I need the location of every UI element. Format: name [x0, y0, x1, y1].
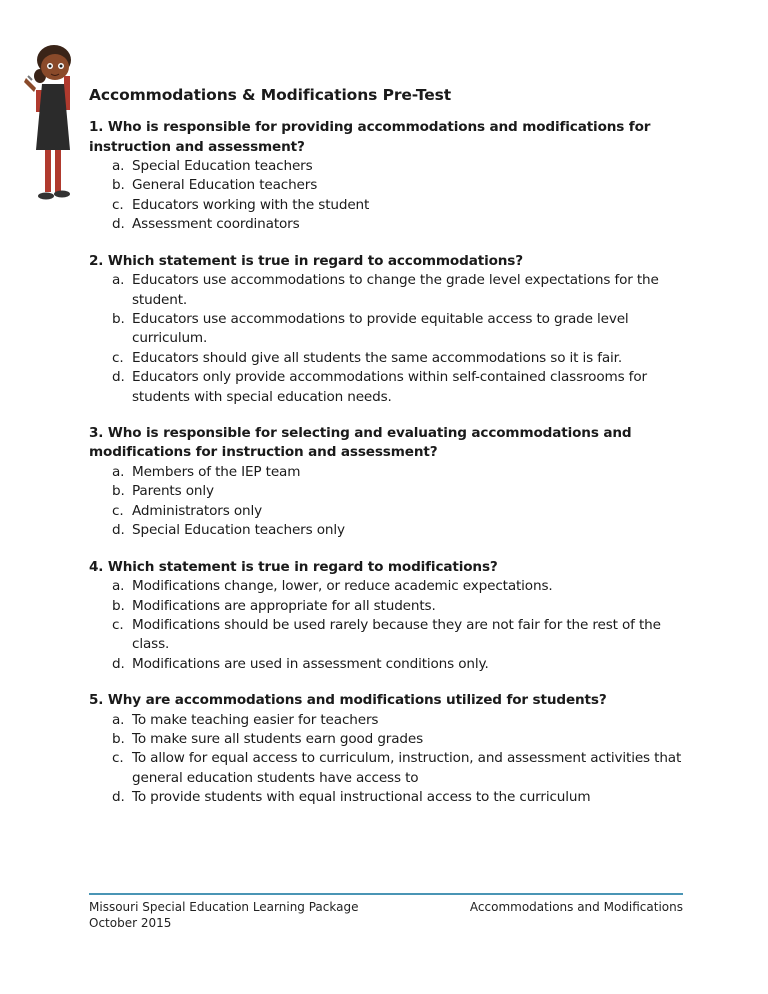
footer-package-name: Missouri Special Education Learning Package	[89, 900, 359, 914]
option-text: Educators use accommodations to provide equitable access to grade level curriculum.	[132, 310, 629, 347]
option-text: Special Education teachers	[132, 158, 313, 174]
option-text: Educators only provide accommodations within self-contained classrooms for students with special education needs.	[132, 369, 647, 405]
question-text: 1. Who is responsible for providing accommodations and modifications for instruction and assessment?	[89, 119, 651, 155]
answer-option	[112, 749, 689, 788]
option-text: Parents only	[132, 483, 214, 500]
option-text: Modifications are used in assessment conditions only.	[132, 655, 489, 672]
option-text: To make sure all students earn good grades	[132, 731, 424, 748]
page-footer	[89, 899, 683, 931]
answer-option	[112, 577, 689, 596]
footer-date: October 2015	[89, 916, 172, 930]
option-text: To make teaching easier for teachers	[132, 711, 379, 728]
girl-illustration-icon	[18, 40, 88, 210]
option-letter: d.	[112, 522, 125, 539]
option-letter: b.	[112, 310, 125, 327]
answer-option	[112, 730, 689, 749]
answer-option	[112, 215, 689, 234]
answer-option	[112, 310, 689, 349]
answer-option	[112, 271, 689, 310]
answer-option	[112, 502, 689, 521]
option-text: Modifications should be used rarely because they are not fair for the rest of the class.	[132, 616, 661, 653]
answer-option	[112, 176, 689, 195]
option-text: Educators working with the student	[132, 196, 370, 213]
answer-option	[112, 482, 689, 501]
option-letter: b.	[112, 483, 125, 500]
answer-option	[112, 157, 689, 176]
option-letter: d.	[112, 216, 125, 233]
option-letter: a.	[112, 463, 125, 480]
question-text: 4. Which statement is true in regard to modifications?	[89, 558, 498, 575]
option-text: Modifications are appropriate for all students.	[132, 597, 436, 614]
option-letter: a.	[112, 158, 125, 174]
answer-option	[112, 349, 689, 368]
footer-section-title: Accommodations and Modifications	[469, 900, 683, 914]
answer-option	[112, 463, 689, 482]
option-letter: c.	[112, 616, 124, 633]
question-4	[89, 558, 689, 675]
question-5	[89, 691, 689, 808]
option-text: Educators use accommodations to change the grade level expectations for the student.	[132, 272, 659, 308]
option-letter: d.	[112, 789, 125, 806]
answer-option	[112, 655, 689, 674]
pretest-document	[89, 86, 689, 825]
option-letter: a.	[112, 711, 125, 728]
option-letter: c.	[112, 349, 124, 366]
answer-option	[112, 368, 689, 407]
option-text: Modifications change, lower, or reduce academic expectations.	[132, 578, 553, 595]
option-text: General Education teachers	[132, 177, 318, 194]
answer-option	[112, 616, 689, 655]
option-letter: a.	[112, 578, 125, 595]
option-letter: a.	[112, 272, 125, 289]
option-letter: d.	[112, 369, 125, 386]
answer-option	[112, 788, 689, 807]
answer-option	[112, 711, 689, 730]
answer-option	[112, 196, 689, 215]
option-letter: c.	[112, 196, 124, 213]
option-letter: b.	[112, 177, 125, 194]
answer-option	[112, 521, 689, 540]
option-letter: c.	[112, 750, 124, 767]
page-title: Accommodations & Modifications Pre-Test	[89, 86, 452, 104]
footer-divider	[89, 893, 683, 895]
question-1	[89, 118, 689, 235]
option-letter: b.	[112, 731, 125, 748]
question-text: 3. Who is responsible for selecting and evaluating accommodations and modifications for instruction and assessment?	[89, 424, 632, 461]
question-3	[89, 424, 689, 541]
option-letter: d.	[112, 655, 125, 672]
option-text: Special Education teachers only	[132, 522, 345, 539]
option-text: To provide students with equal instructional access to the curriculum	[132, 789, 591, 806]
option-letter: b.	[112, 597, 125, 614]
question-text: 2. Which statement is true in regard to accommodations?	[89, 252, 523, 269]
question-text: 5. Why are accommodations and modifications utilized for students?	[89, 692, 607, 709]
option-text: Assessment coordinators	[132, 216, 300, 233]
option-letter: c.	[112, 502, 124, 519]
option-text: Educators should give all students the same accommodations so it is fair.	[132, 349, 623, 366]
option-text: To allow for equal access to curriculum, instruction, and assessment activities that general education students have access to	[132, 750, 682, 786]
option-text: Administrators only	[132, 502, 262, 519]
option-text: Members of the IEP team	[132, 463, 301, 480]
answer-option	[112, 597, 689, 616]
question-2	[89, 252, 689, 407]
